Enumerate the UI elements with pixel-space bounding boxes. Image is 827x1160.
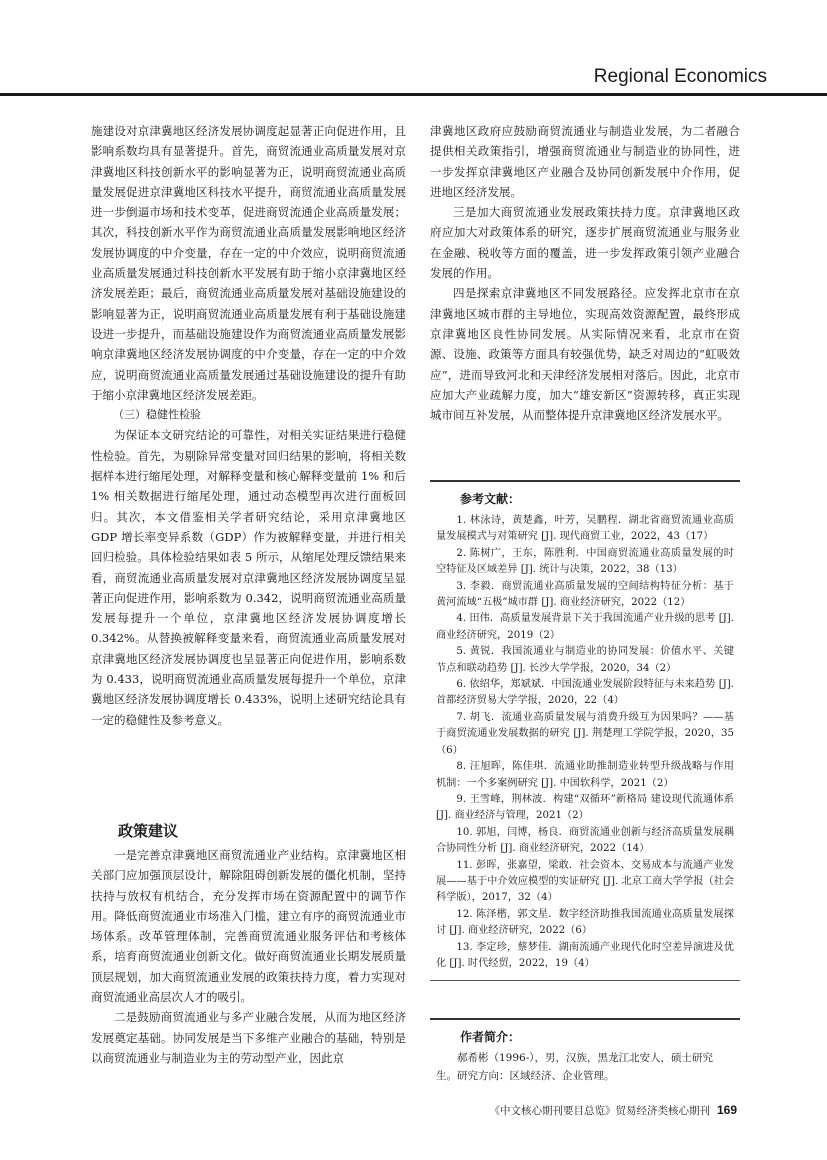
author-bio: 郝希彬（1996-），男，汉族，黑龙江北安人，硕士研究生。研究方向：区域经济、企业管理。 [436, 1052, 714, 1082]
reference-item: 1. 林泳诗，黄楚鑫，叶芳，吴鹏程．湖北省商贸流通业高质量发展模式与对策研究 [J]. 现代商贸工业，2022，43（17） [436, 515, 734, 543]
references-top-rule [430, 480, 740, 482]
reference-item: 10. 郭旭，闫博，杨良．商贸流通业创新与经济高质量发展耦合协同性分析 [J]. 商业经济研究，2022（14） [436, 826, 734, 855]
reference-item: 4. 田伟．高质量发展背景下关于我国流通产业升级的思考 [J]. 商业经济研究，2019（2） [436, 613, 734, 641]
reference-item: 3. 李毅．商贸流通业高质量发展的空间结构特征分析：基于黄河流域“五极”城市群 [J]. 商业经济研究，2022（12） [436, 580, 734, 609]
reference-item: 11. 彭晖，张嘉望，梁敢．社会资本、交易成本与流通产业发展——基于中介效应模型的实证研究 [J]. 北京工商大学学报（社会科学版），2017，32（4） [436, 859, 734, 904]
left-column-policy [91, 845, 406, 1068]
reference-item: 2. 陈树广，王东，陈胜利．中国商贸流通业高质量发展的时空特征及区域差异 [J]. 统计与决策，2022，38（13） [436, 547, 734, 576]
author-box [430, 1018, 740, 1085]
body-paragraph: 津冀地区政府应鼓励商贸流通业与制造业发展，为二者融合提供相关政策指引，增强商贸流通业与制造业的协同性，进一步发挥京津冀地区产业融合及协同创新发展中介作用，促进地区经济发展。 [430, 124, 740, 199]
left-column [91, 121, 406, 730]
page-number: 169 [716, 1103, 737, 1117]
reference-item: 6. 依绍华，郑斌斌．中国流通业发展阶段特征与未来趋势 [J]. 首都经济贸易大学学报，2020，22（4） [436, 679, 734, 707]
right-column [430, 121, 740, 425]
page-footer [490, 1103, 737, 1118]
section-title-policy: 政策建议 [118, 823, 179, 840]
reference-item: 12. 陈泽楷，郭文星．数字经济助推我国流通业高质量发展探讨 [J]. 商业经济研究，2022（6） [436, 908, 734, 937]
body-paragraph: 施建设对京津冀地区经济发展协调度起显著正向促进作用，且影响系数均具有显著提升。首先，商贸流通业高质量发展对京津冀地区科技创新水平的影响显著为正，说明商贸流通业高质量发展促进京津冀地区科技水平提升，商贸流通业高质量发展进一步倒逼市场和技术变革，促进商贸流通企业高质量发展；其次，科技创新水平作为商贸流通业高质量发展影响地区经济发展协调度的中介变量，存在一定的中介效应，说明商贸流通业高质量发展通过科技创新水平发展有助于缩小京津冀地区经济发展差距；最后，商贸流通业高质量发展对基础设施建设的影响显著为正，说明商贸流通业高质量发展有利于基础设施建设进一步提升，而基础设施建设作为商贸流通业高质量发展影响京津冀地区经济发展协调度的中介变量，存在一定的中介效应，说明商贸流通业高质量发展通过基础设施建设的提升有助于缩小京津冀地区经济发展差距。 [91, 124, 406, 402]
author-top-rule [430, 1018, 740, 1020]
reference-item: 9. 王雪峰，荆林波．构建“双循环”新格局 建设现代流通体系 [J]. 商业经济与管理，2021（2） [436, 793, 734, 822]
reference-item: 5. 黄锐．我国流通业与制造业的协同发展：价值水平、关键节点和联动趋势 [J]. 长沙大学学报，2020，34（2） [436, 646, 734, 674]
journal-section-header: Regional Economics [593, 66, 767, 87]
header-rule [0, 93, 827, 96]
body-paragraph: 四是探索京津冀地区不同发展路径。应发挥北京市在京津冀地区城市群的主导地位，实现高效资源配置，最终形成京津冀地区良性协同发展。从实际情况来看，北京市在资源、设施、政策等方面具有较强优势，缺乏对周边的“虹吸效应”，进而导致河北和天津经济发展相对落后。因此，北京市应加大产业疏解力度，加大“雄安新区”资源转移，真正实现城市间互补发展，从而整体提升京津冀地区经济发展水平。 [430, 286, 740, 423]
references-title: 参考文献： [460, 492, 521, 506]
references-list [430, 513, 740, 972]
references-bottom-rule [430, 980, 740, 981]
body-paragraph: 为保证本文研究结论的可靠性，对相关实证结果进行稳健性检验。首先，为剔除异常变量对回归结果的影响，将相关数据样本进行缩尾处理，对解释变量和核心解释变量前 1% 和后 1% 相关数据进行缩尾处理，通过动态模型再次进行面板回归。其次，本文借鉴相关学者研究结论，采用京津冀地区 GDP 增长率变异系数（GDP）作为被解释变量，并进行相关回归检验。具体检验结果如表 5 所示，从缩尾处理反馈结果来看，商贸流通业高质量发展对京津冀地区经济发展协调度呈显著正向促进作用，影响系数为 0.342，说明商贸流通业高质量发展每提升一个单位，京津冀地区经济发展协调度增长 0.342%。从替换被解释变量来看，商贸流通业高质量发展对京津冀地区经济发展协调度也呈显著正向促进作用，影响系数为 0.433，说明商贸流通业高质量发展每提升一个单位，京津冀地区经济发展协调度增长 0.433%，说明上述研究结论具有一定的稳健性及参考意义。 [91, 428, 406, 727]
reference-item: 7. 胡飞．流通业高质量发展与消费升级互为因果吗？——基于商贸流通业发展数据的研究 [J]. 荆楚理工学院学报，2020，35（6） [436, 711, 734, 756]
body-paragraph: 三是加大商贸流通业发展政策扶持力度。京津冀地区政府应加大对政策体系的研究，逐步扩展商贸流通业与服务业在金融、税收等方面的覆盖，进一步发挥政策引领产业融合发展的作用。 [430, 205, 740, 281]
reference-item: 13. 李定珍，蔡梦佳．湖南流通产业现代化时空差异演进及优化 [J]. 时代经贸，2022，19（4） [436, 941, 734, 969]
footer-journal: 《中文核心期刊要目总览》贸易经济类核心期刊 [489, 1105, 711, 1117]
subheading-robustness: （三）稳健性检验 [113, 408, 201, 422]
author-title: 作者简介： [460, 1030, 521, 1044]
references-box [430, 480, 740, 981]
body-paragraph: 一是完善京津冀地区商贸流通业产业结构。京津冀地区相关部门应加强顶层设计，解除阻碍创新发展的僵化机制，坚持扶持与放权有机结合，充分发挥市场在资源配置中的调节作用。降低商贸流通业市场准入门槛，建立有序的商贸流通业市场体系。改革管理体制，完善商贸流通业服务评估和考核体系，培育商贸流通业创新文化。做好商贸流通业长期发展质量顶层规划，加大商贸流通业发展的政策扶持力度，着力实现对商贸流通业高层次人才的吸引。 [91, 848, 406, 1005]
reference-item: 8. 汪旭晖，陈佳琪．流通业助推制造业转型升级战略与作用机制：一个多案例研究 [J]. 中国软科学，2021（2） [436, 761, 734, 789]
body-paragraph: 二是鼓励商贸流通业与多产业融合发展，从而为地区经济发展奠定基础。协同发展是当下多维产业融合的基础，特别是以商贸流通业与制造业为主的劳动型产业，因此京 [91, 1010, 406, 1065]
